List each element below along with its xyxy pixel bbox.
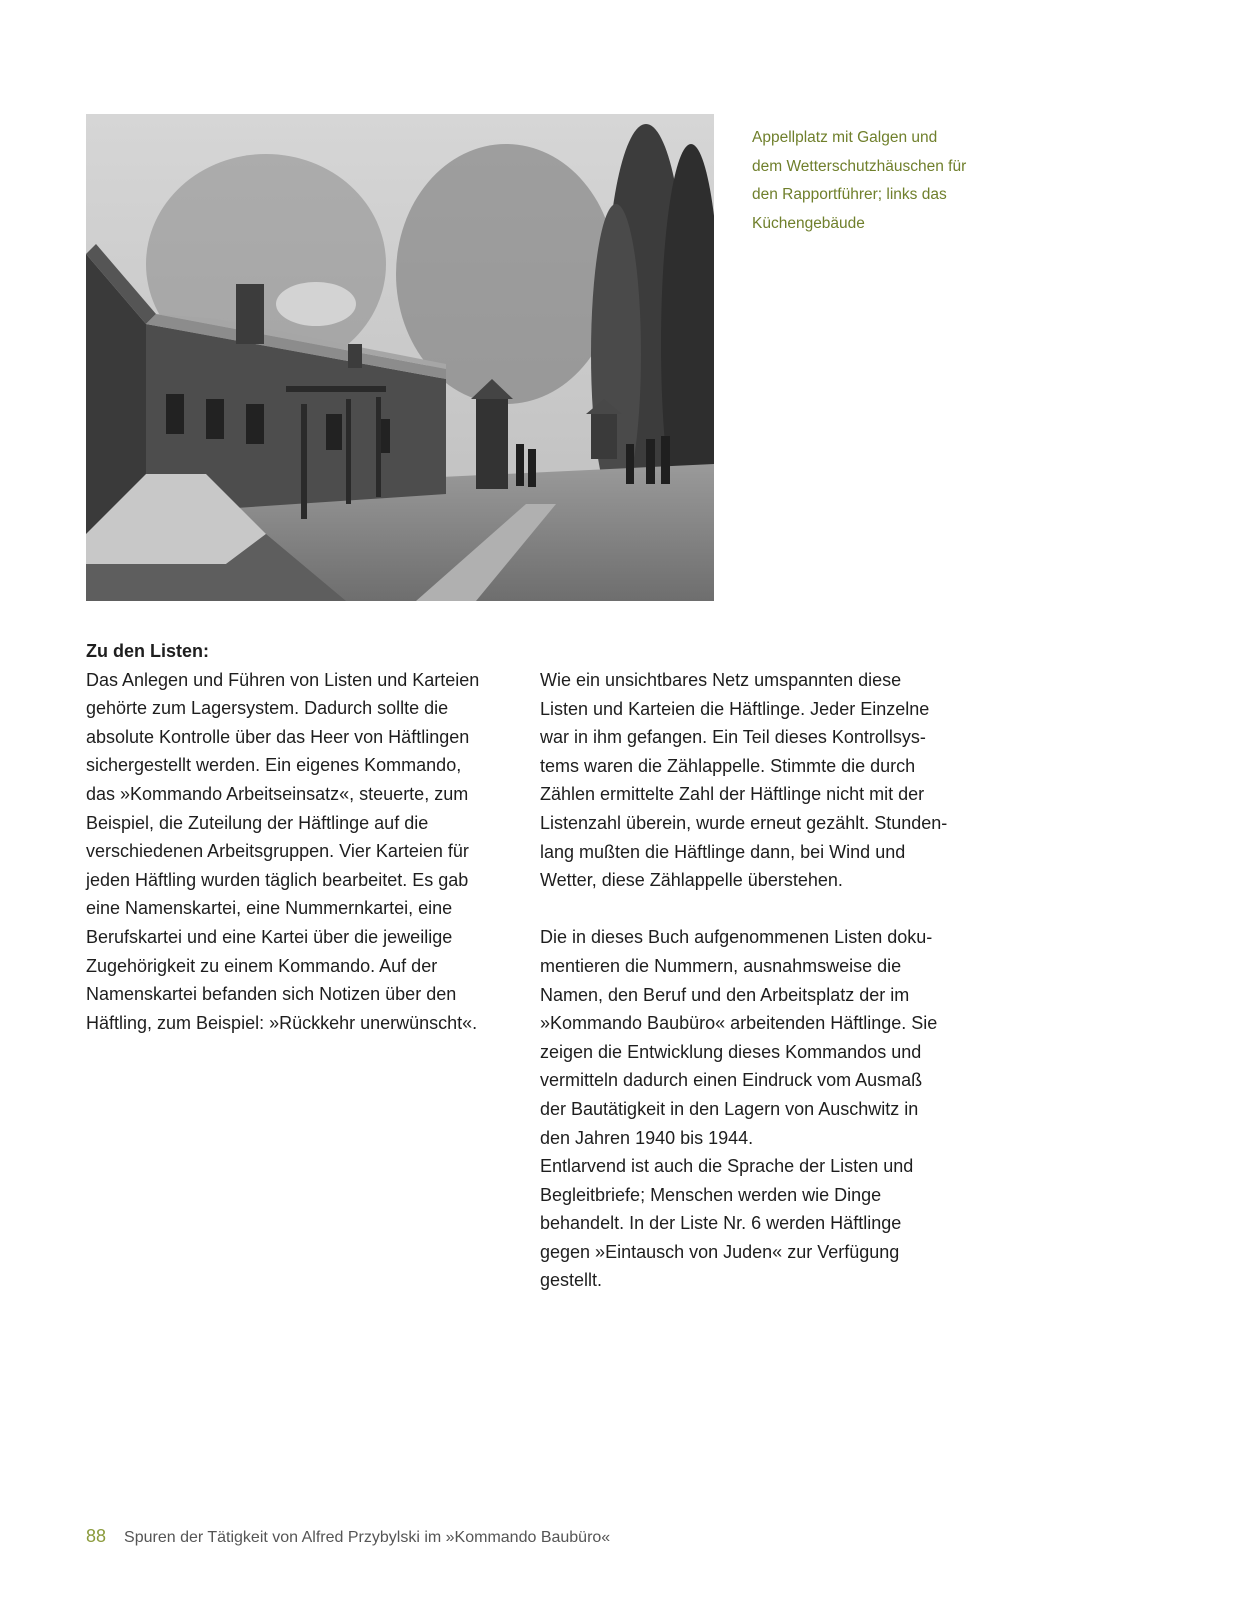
text-line: Namenskartei befanden sich Notizen über den [86,984,457,1005]
text-line: den Jahren 1940 bis 1944. [540,1127,754,1148]
text-line: tems waren die Zählappelle. Stimmte die durch [540,755,916,776]
page-number: 88 [86,1526,107,1546]
paragraph-gap [540,895,980,924]
page-footer [86,1526,610,1547]
text-line: Zugehörigkeit zu einem Kommando. Auf der [86,955,438,976]
text-line: der Bautätigkeit in den Lagern von Auschwitz in [540,1098,919,1119]
text-line: Zählen ermittelte Zahl der Häftlinge nicht mit der [540,784,925,805]
text-line: absolute Kontrolle über das Heer von Häftlingen [86,726,470,747]
section-heading: Zu den Listen: [86,641,209,661]
text-line: Entlarvend ist auch die Sprache der Listen und [540,1156,914,1177]
text-line: Berufskartei und eine Kartei über die jeweilige [86,926,453,947]
text-line: Begleitbriefe; Menschen werden wie Dinge [540,1184,882,1205]
text-line: verschiedenen Arbeitsgruppen. Vier Karteien für [86,841,469,862]
text-line: war in ihm gefangen. Ein Teil dieses Kontrollsys- [540,727,926,748]
text-line: Häftling, zum Beispiel: »Rückkehr unerwünscht«. [86,1012,478,1033]
text-line: eine Namenskartei, eine Nummernkartei, eine [86,898,453,919]
photo-caption [752,124,1002,238]
caption-line: Küchengebäude [752,214,865,232]
text-line: mentieren die Nummern, ausnahmsweise die [540,955,902,976]
caption-line: dem Wetterschutzhäuschen für [752,157,967,175]
text-line: gestellt. [540,1270,603,1291]
text-line: Listenzahl überein, wurde erneut gezählt. Stunden- [540,812,948,833]
caption-line: den Rapportführer; links das [752,186,947,204]
text-line: Wetter, diese Zählappelle überstehen. [540,870,843,891]
text-line: das »Kommando Arbeitseinsatz«, steuerte, zum [86,783,469,804]
text-line: gegen »Eintausch von Juden« zur Verfügung [540,1241,900,1262]
running-title: Spuren der Tätigkeit von Alfred Przybylski im »Kommando Baubüro« [124,1529,611,1546]
text-line: vermitteln dadurch einen Eindruck vom Ausmaß [540,1070,923,1091]
text-line: Beispiel, die Zuteilung der Häftlinge auf die [86,812,429,833]
text-line: zeigen die Entwicklung dieses Kommandos und [540,1041,922,1062]
photo-appellplatz [86,114,714,601]
text-line: Das Anlegen und Führen von Listen und Karteien [86,669,480,690]
text-line: sichergestellt werden. Ein eigenes Kommando, [86,755,462,776]
text-line: lang mußten die Häftlinge dann, bei Wind und [540,841,906,862]
left-column [86,637,526,1037]
text-line: gehörte zum Lagersystem. Dadurch sollte die [86,698,449,719]
text-line: jeden Häftling wurden täglich bearbeitet. Es gab [86,869,469,890]
text-line: behandelt. In der Liste Nr. 6 werden Häftlinge [540,1213,902,1234]
text-line: Wie ein unsichtbares Netz umspannten diese [540,670,902,690]
text-line: Namen, den Beruf und den Arbeitsplatz der im [540,984,910,1005]
right-column [540,666,980,1295]
text-line: »Kommando Baubüro« arbeitenden Häftlinge. Sie [540,1013,938,1034]
caption-line: Appellplatz mit Galgen und [752,129,938,146]
text-line: Die in dieses Buch aufgenommenen Listen doku- [540,927,933,948]
text-line: Listen und Karteien die Häftlinge. Jeder Einzelne [540,698,930,719]
